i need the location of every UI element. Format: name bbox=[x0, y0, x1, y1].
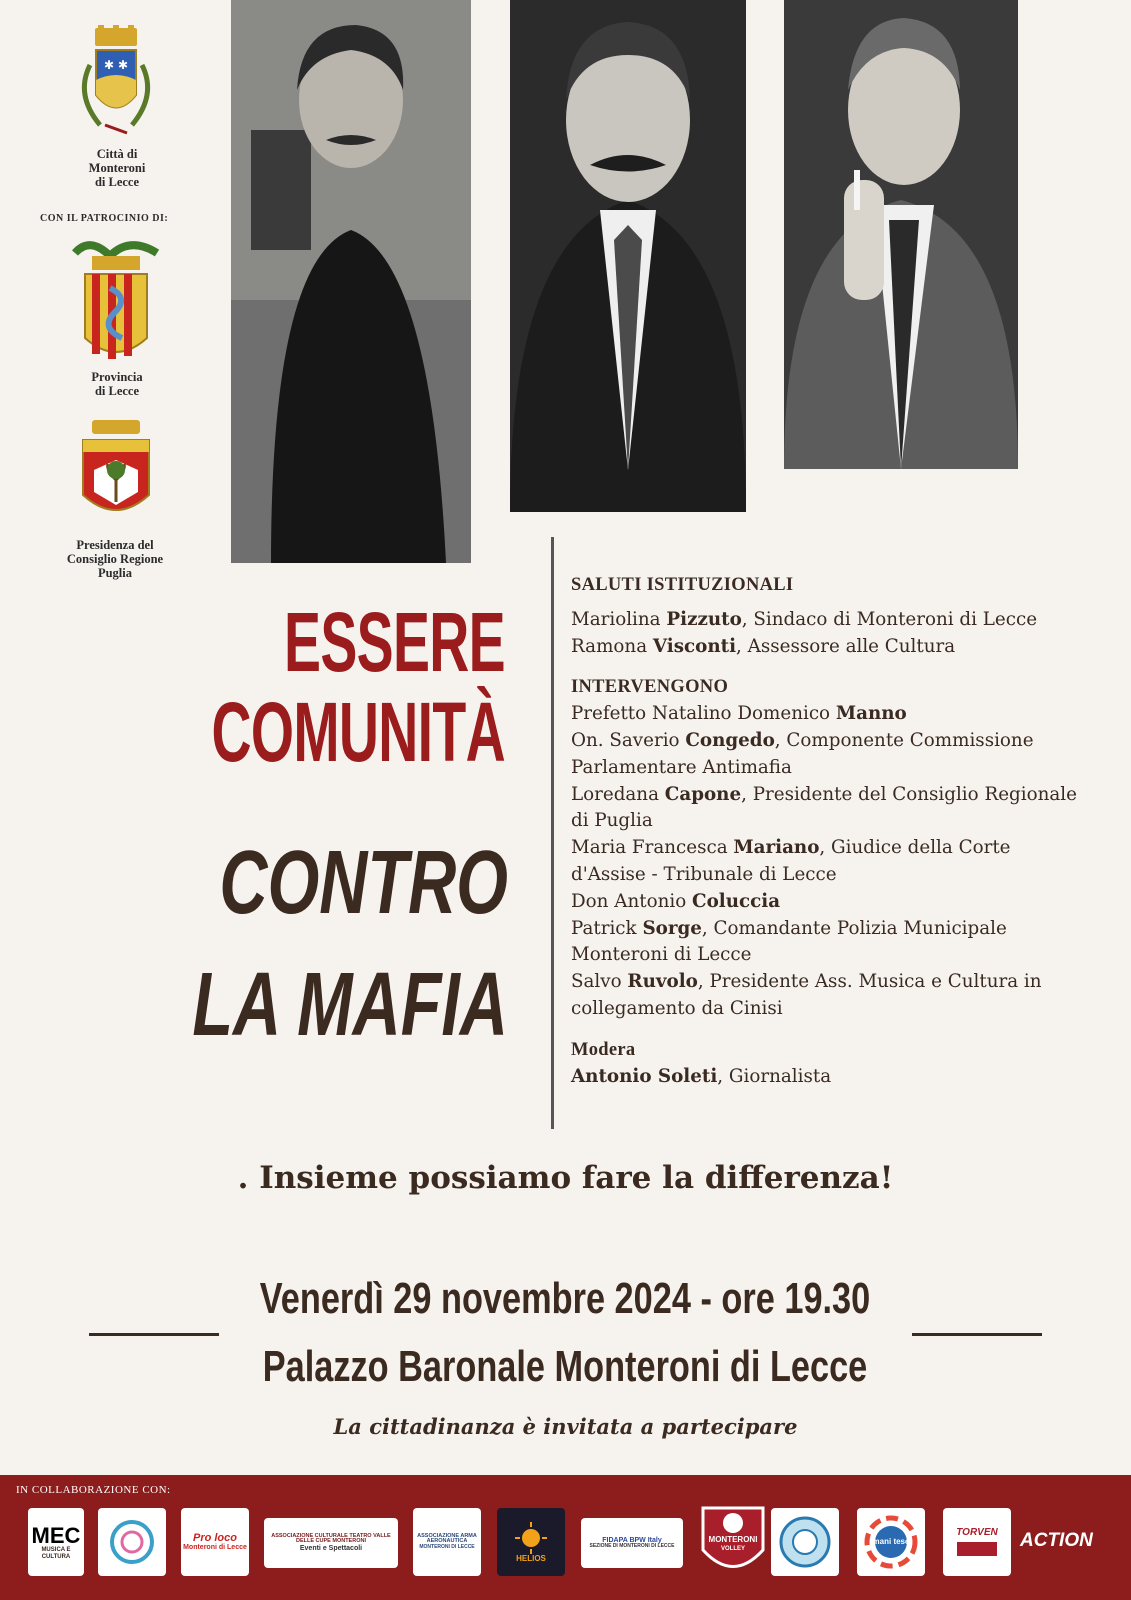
title-line-1: ESSERE bbox=[284, 595, 505, 689]
title-line-4: LA MAFIA bbox=[192, 955, 508, 1055]
program-block bbox=[571, 572, 1091, 1090]
title-line-2: COMUNITÀ bbox=[211, 685, 505, 779]
greetings-heading: SALUTI ISTITUZIONALI bbox=[571, 575, 794, 595]
program-entry: Prefetto Natalino Domenico Manno bbox=[571, 703, 907, 725]
sponsor-logo-manitese: mani tese bbox=[857, 1508, 925, 1576]
program-entry: On. Saverio Congedo, Componente Commissione Parlamentare Antimafia bbox=[571, 729, 1034, 778]
sponsor-logo-teatro: ASSOCIAZIONE CULTURALE TEATRO VALLE DELLE CUPE MONTERONI Eventi e Spettacoli bbox=[264, 1518, 398, 1568]
program-entry: Don Antonio Coluccia bbox=[571, 890, 781, 912]
sponsor-logo-helios: HELIOS bbox=[497, 1508, 565, 1576]
program-entry: Patrick Sorge, Comandante Polizia Municipale Monteroni di Lecce bbox=[571, 917, 1007, 966]
sponsor-logo-9 bbox=[771, 1508, 839, 1576]
portrait-photo-2 bbox=[510, 0, 746, 512]
portrait-photo-3 bbox=[784, 0, 1018, 469]
sponsor-logo-torven: TORVEN bbox=[943, 1508, 1011, 1576]
collaboration-label: IN COLLABORAZIONE CON: bbox=[16, 1484, 171, 1496]
city-coat-of-arms bbox=[70, 25, 162, 140]
svg-text:✱: ✱ bbox=[104, 58, 115, 72]
greetings-list bbox=[571, 607, 1091, 661]
patronage-label: CON IL PATROCINIO DI: bbox=[40, 213, 169, 224]
sponsor-logo-2 bbox=[98, 1508, 166, 1576]
speakers-heading: INTERVENGONO bbox=[571, 677, 729, 698]
sponsor-logo-volley: MONTERONI VOLLEY bbox=[700, 1505, 766, 1579]
invite-text: La cittadinanza è invitata a partecipare bbox=[333, 1414, 798, 1439]
province-caption: Provincia di Lecce bbox=[91, 370, 143, 398]
svg-text:✱: ✱ bbox=[118, 58, 129, 72]
sponsor-logo-mec: MEC MUSICA E CULTURA bbox=[28, 1508, 84, 1576]
region-coat-of-arms bbox=[78, 420, 154, 530]
sponsor-logo-proloco: Pro loco Monteroni di Lecce bbox=[181, 1508, 249, 1576]
program-entry: Salvo Ruvolo, Presidente Ass. Musica e Cultura in collegamento da Cinisi bbox=[571, 971, 1042, 1019]
program-entry: Ramona Visconti, Assessore alle Cultura bbox=[571, 635, 956, 657]
portrait-photo-1 bbox=[231, 0, 471, 563]
date-rule-right bbox=[912, 1333, 1042, 1336]
region-caption: Presidenza del Consiglio Regione Puglia bbox=[66, 538, 164, 580]
date-rule-left bbox=[89, 1333, 219, 1336]
title-line-3: CONTRO bbox=[219, 833, 508, 933]
program-entry: Maria Francesca Mariano, Giudice della Corte d'Assise - Tribunale di Lecce bbox=[571, 837, 1011, 885]
sponsor-logo-fidapa: FIDAPA BPW Italy SEZIONE DI MONTERONI DI LECCE bbox=[581, 1518, 683, 1568]
slogan: . Insieme possiamo fare la differenza! bbox=[237, 1160, 894, 1196]
footer-band bbox=[0, 1475, 1131, 1600]
sponsor-logo-action: ACTION bbox=[1020, 1530, 1093, 1551]
vertical-divider bbox=[551, 537, 554, 1129]
program-entry: Mariolina Pizzuto, Sindaco di Monteroni di Lecce bbox=[571, 608, 1038, 630]
sponsor-logo-aeronautica: ASSOCIAZIONE ARMA AERONAUTICA MONTERONI DI LECCE bbox=[413, 1508, 481, 1576]
moderator-heading: Modera bbox=[571, 1039, 636, 1060]
speakers-list bbox=[571, 701, 1091, 1023]
city-caption: Città di Monteroni di Lecce bbox=[88, 147, 146, 189]
province-coat-of-arms bbox=[70, 238, 162, 366]
moderator-entry: Antonio Soleti, Giornalista bbox=[571, 1065, 832, 1087]
event-date: Venerdì 29 novembre 2024 - ore 19.30 bbox=[259, 1274, 871, 1323]
program-entry: Loredana Capone, Presidente del Consiglio Regionale di Puglia bbox=[571, 783, 1077, 832]
event-venue: Palazzo Baronale Monteroni di Lecce bbox=[262, 1342, 868, 1391]
